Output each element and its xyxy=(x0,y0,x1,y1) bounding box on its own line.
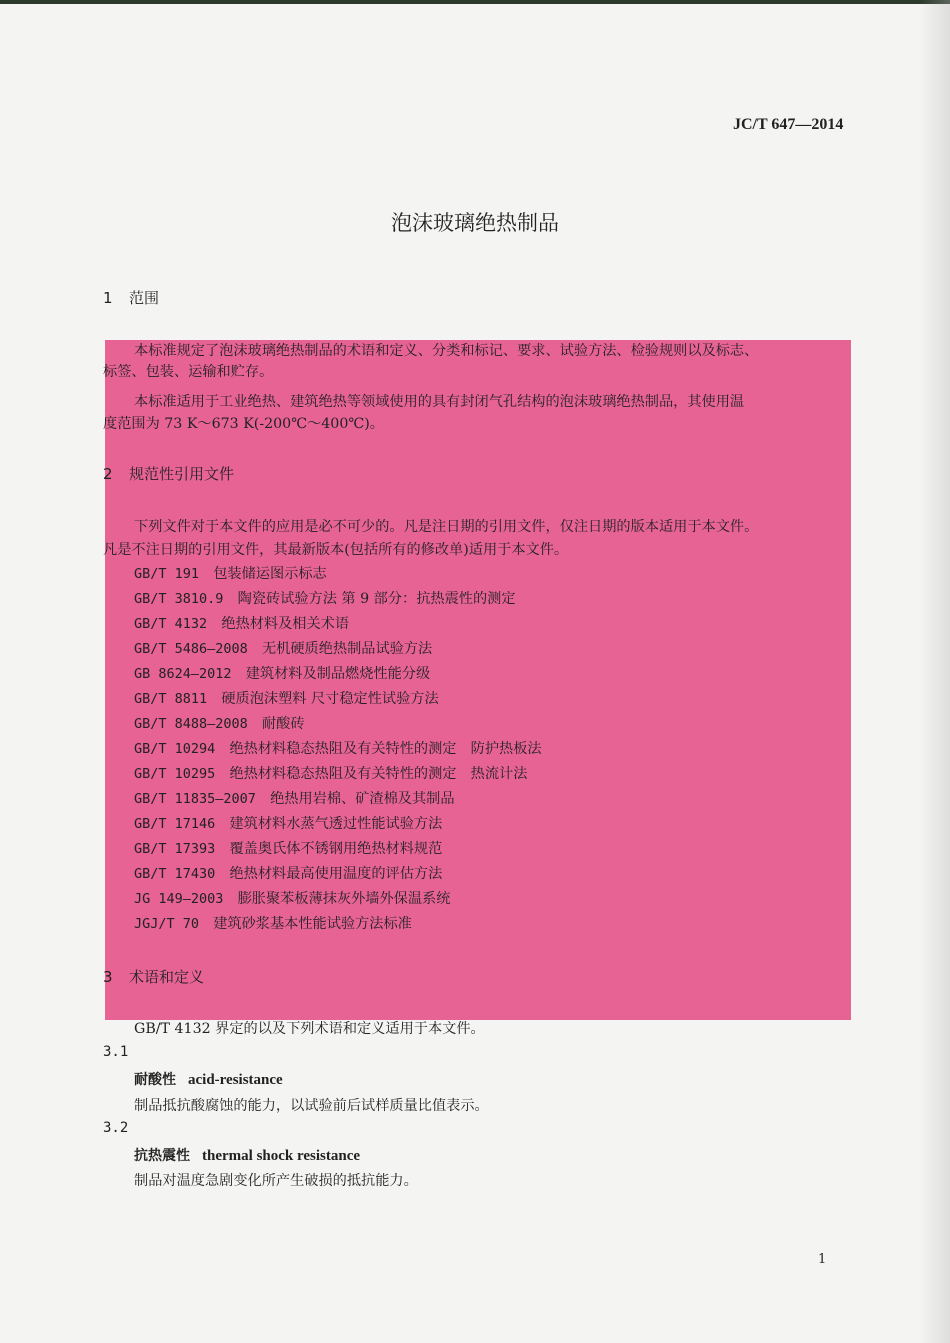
reference-title: 包装储运图示标志 xyxy=(213,566,327,582)
reference-title: 硬质泡沫塑料 尺寸稳定性试验方法 xyxy=(221,691,439,707)
reference-code: GB/T 8488—2008 xyxy=(134,716,248,732)
term-definition: 制品对温度急剧变化所产生破损的抵抗能力。 xyxy=(134,1173,418,1189)
term-en: acid-resistance xyxy=(188,1072,283,1088)
paragraph-line: 下列文件对于本文件的应用是必不可少的。凡是注日期的引用文件，仅注日期的版本适用于本文件。 xyxy=(134,519,759,535)
reference-code: GB/T 10295 xyxy=(134,766,216,782)
reference-item xyxy=(134,813,442,833)
reference-title: 覆盖奥氏体不锈钢用绝热材料规范 xyxy=(229,841,443,857)
reference-item xyxy=(134,688,439,708)
reference-title: 绝热用岩棉、矿渣棉及其制品 xyxy=(270,791,455,807)
section-number: 2 xyxy=(103,465,113,483)
reference-code: GB/T 3810.9 xyxy=(134,591,224,607)
section-title: 术语和定义 xyxy=(129,968,205,986)
reference-code: GB/T 11835—2007 xyxy=(134,791,256,807)
reference-item xyxy=(134,638,432,658)
reference-code: GB/T 17393 xyxy=(134,841,216,857)
section-3-heading xyxy=(103,966,204,987)
term-cn: 耐酸性 xyxy=(134,1072,176,1088)
reference-code: GB 8624—2012 xyxy=(134,666,232,682)
reference-title: 无机硬质绝热制品试验方法 xyxy=(261,641,433,657)
term-heading xyxy=(134,1145,360,1165)
reference-title: 绝热材料及相关术语 xyxy=(221,616,350,632)
reference-code: GB/T 17430 xyxy=(134,866,216,882)
reference-item xyxy=(134,613,349,633)
paragraph-line: 本标准适用于工业绝热、建筑绝热等领域使用的具有封闭气孔结构的泡沫玻璃绝热制品，其使用温 xyxy=(134,394,745,410)
reference-title: 绝热材料稳态热阻及有关特性的测定 防护热板法 xyxy=(229,741,542,757)
reference-item xyxy=(134,838,442,858)
term-number: 3.2 xyxy=(103,1120,129,1136)
reference-code: JGJ/T 70 xyxy=(134,916,200,932)
standard-code: JC/T 647—2014 xyxy=(733,116,844,133)
reference-item xyxy=(134,863,442,883)
reference-title: 绝热材料稳态热阻及有关特性的测定 热流计法 xyxy=(229,766,528,782)
reference-item xyxy=(134,663,430,683)
section-1-heading xyxy=(103,287,159,308)
reference-code: GB/T 8811 xyxy=(134,691,208,707)
reference-item xyxy=(134,738,542,758)
paragraph-line: 本标准规定了泡沫玻璃绝热制品的术语和定义、分类和标记、要求、试验方法、检验规则以及标志、 xyxy=(134,343,759,359)
page-number: 1 xyxy=(818,1252,827,1267)
reference-item xyxy=(134,888,450,908)
paragraph-line: 凡是不注日期的引用文件，其最新版本(包括所有的修改单)适用于本文件。 xyxy=(103,542,569,558)
term-definition: 制品抵抗酸腐蚀的能力，以试验前后试样质量比值表示。 xyxy=(134,1098,489,1114)
reference-code: GB/T 17146 xyxy=(134,816,216,832)
term-heading xyxy=(134,1069,283,1089)
paragraph-line: 标签、包装、运输和贮存。 xyxy=(103,364,274,380)
section-2-heading xyxy=(103,463,234,484)
reference-item xyxy=(134,713,305,733)
term-en: thermal shock resistance xyxy=(202,1148,361,1164)
section-number: 1 xyxy=(103,289,113,307)
reference-title: 建筑材料水蒸气透过性能试验方法 xyxy=(229,816,443,832)
reference-title: 耐酸砖 xyxy=(261,716,305,732)
section-title: 规范性引用文件 xyxy=(129,465,235,483)
reference-item xyxy=(134,563,327,583)
paragraph-line: 度范围为 73 K～673 K(-200℃～400℃)。 xyxy=(103,416,384,432)
term-number: 3.1 xyxy=(103,1044,129,1060)
reference-title: 建筑砂浆基本性能试验方法标准 xyxy=(213,916,412,932)
reference-item xyxy=(134,788,455,808)
reference-code: GB/T 4132 xyxy=(134,616,208,632)
section-title: 范围 xyxy=(129,289,160,307)
reference-item xyxy=(134,913,412,933)
reference-code: GB/T 5486—2008 xyxy=(134,641,248,657)
document-title: 泡沫玻璃绝热制品 xyxy=(391,211,559,235)
reference-title: 建筑材料及制品燃烧性能分级 xyxy=(245,666,431,682)
reference-item xyxy=(134,588,516,608)
reference-title: 陶瓷砖试验方法 第 9 部分：抗热震性的测定 xyxy=(237,591,516,607)
section-number: 3 xyxy=(103,968,113,986)
scan-top-edge xyxy=(0,0,950,4)
paragraph-line: GB/T 4132 界定的以及下列术语和定义适用于本文件。 xyxy=(134,1021,485,1037)
term-cn: 抗热震性 xyxy=(134,1148,190,1164)
reference-title: 绝热材料最高使用温度的评估方法 xyxy=(229,866,443,882)
reference-code: GB/T 191 xyxy=(134,566,200,582)
scan-right-shadow xyxy=(920,0,950,1343)
reference-code: GB/T 10294 xyxy=(134,741,216,757)
reference-title: 膨胀聚苯板薄抹灰外墙外保温系统 xyxy=(237,891,451,907)
reference-code: JG 149—2003 xyxy=(134,891,224,907)
reference-item xyxy=(134,763,527,783)
